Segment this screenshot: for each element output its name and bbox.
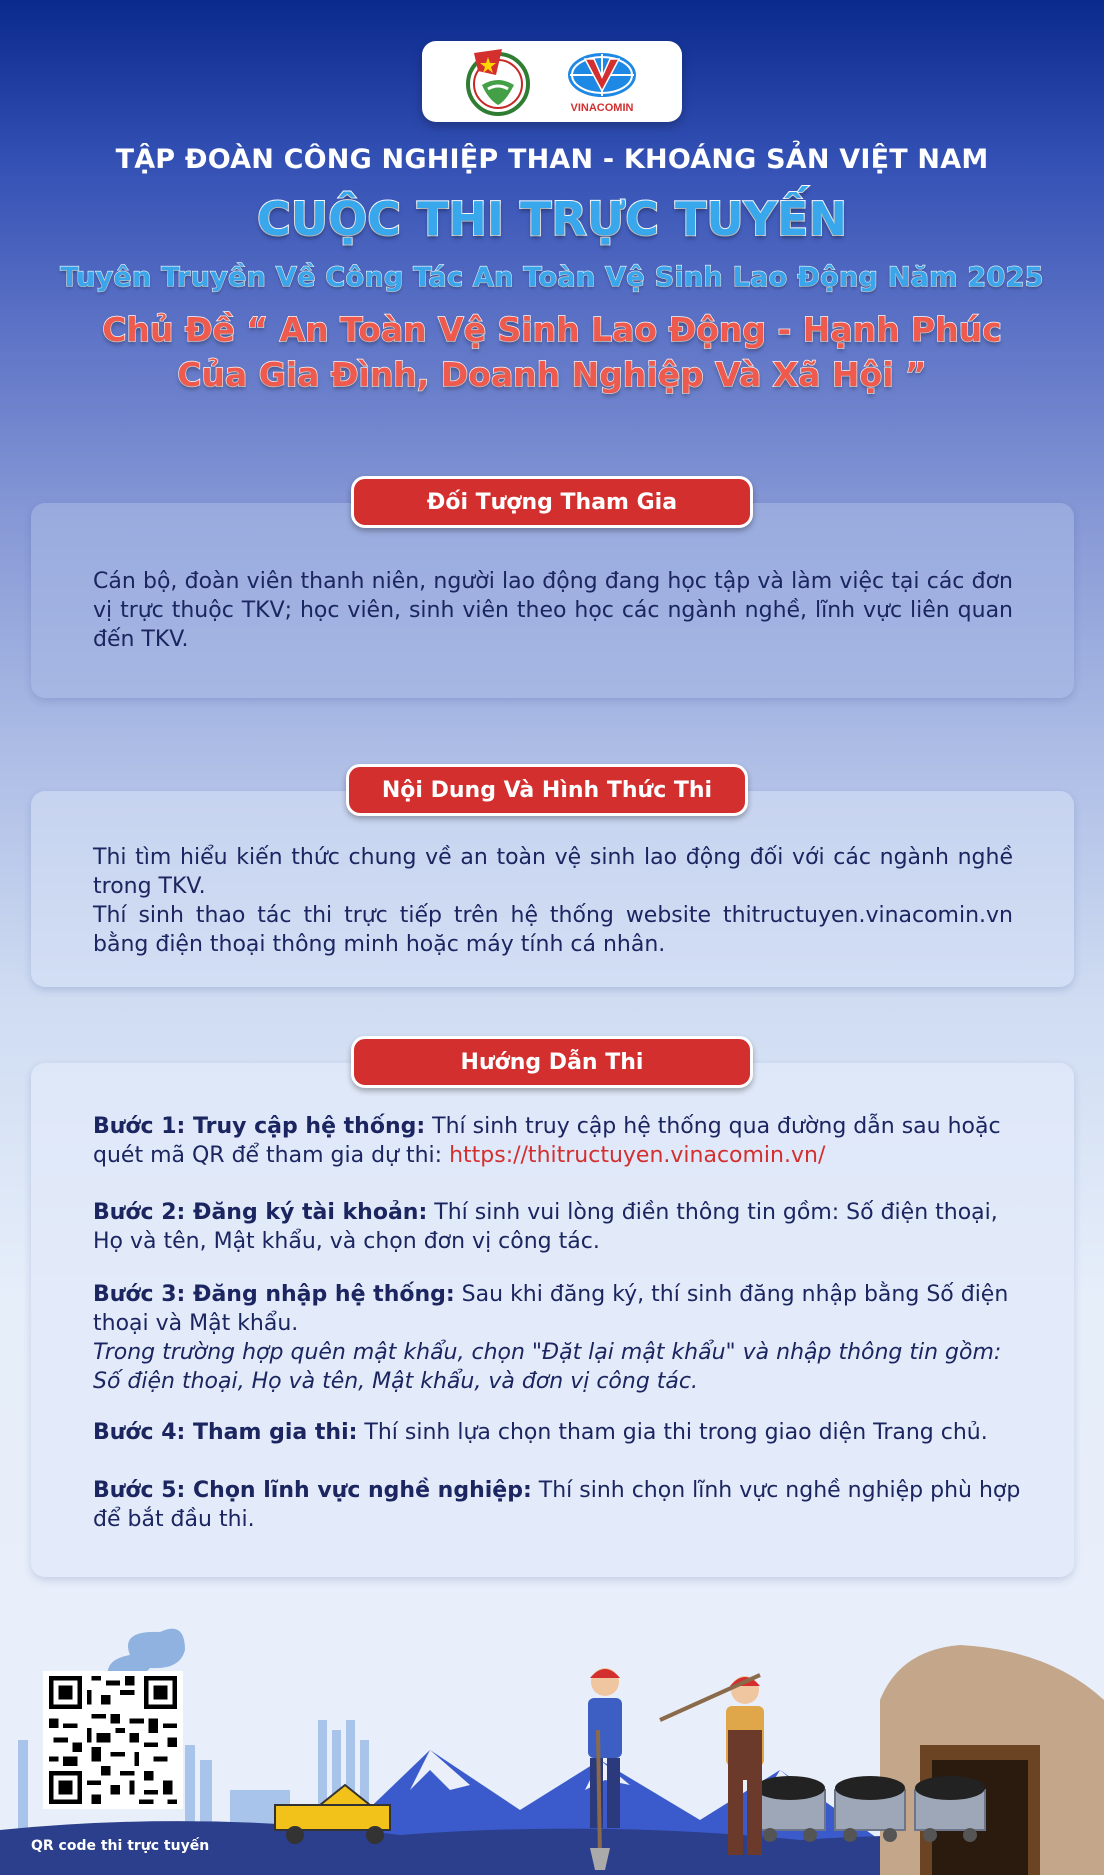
step-4-text: Thí sinh lựa chọn tham gia thi trong giao diện Trang chủ. [357, 1420, 988, 1445]
step-3-text: Sau khi đăng ký, thí sinh đăng nhập bằng Số điện thoại và Mật khẩu. [93, 1282, 1009, 1336]
step-1 [93, 1112, 1023, 1170]
step-3 [93, 1280, 1023, 1338]
step-3-label: Bước 3: Đăng nhập hệ thống: [93, 1282, 455, 1307]
org-title: TẬP ĐOÀN CÔNG NGHIỆP THAN - KHOÁNG SẢN VIỆT NAM [115, 144, 989, 175]
vinacomin-logo [568, 53, 636, 114]
step-1-label: Bước 1: Truy cập hệ thống: [93, 1114, 426, 1139]
qr-code[interactable] [43, 1671, 183, 1809]
content-text-1: Thi tìm hiểu kiến thức chung về an toàn vệ sinh lao động đối với các ngành nghề trong TKV. [93, 845, 1013, 899]
step-3-note: Trong trường hợp quên mật khẩu, chọn "Đặt lại mật khẩu" và nhập thông tin gồm: Số điện thoại, Họ và tên, Mật khẩu, và đơn vị công tác. [93, 1340, 1002, 1394]
guide-heading: Hướng Dẫn Thi [351, 1036, 753, 1088]
step-2-label: Bước 2: Đăng ký tài khoản: [93, 1200, 428, 1225]
participants-heading: Đối Tượng Tham Gia [351, 476, 753, 528]
step-5-label: Bước 5: Chọn lĩnh vực nghề nghiệp: [93, 1478, 532, 1503]
participants-text: Cán bộ, đoàn viên thanh niên, người lao động đang học tập và làm việc tại các đơn vị trực thuộc TKV; học viên, sinh viên theo học các ngành nghề, lĩnh vực liên quan đến TKV. [93, 569, 1013, 652]
contest-link[interactable]: https://thitructuyen.vinacomin.vn/ [449, 1143, 826, 1168]
logo-box [422, 41, 682, 122]
mine-entrance-icon [880, 1645, 1104, 1875]
logos-graphic [422, 41, 682, 122]
step-1-text: Thí sinh truy cập hệ thống qua đường dẫn sau hoặc quét mã QR để tham gia dự thi: [93, 1114, 1001, 1168]
content-heading: Nội Dung Và Hình Thức Thi [346, 764, 748, 816]
step-4 [93, 1418, 1023, 1447]
qr-label: QR code thi trực tuyến [31, 1838, 210, 1854]
step-5 [93, 1476, 1023, 1534]
step-2 [93, 1198, 1023, 1256]
step-5-text: Thí sinh chọn lĩnh vực nghề nghiệp phù hợp để bắt đầu thi. [93, 1478, 1021, 1532]
vinacomin-logo-text: VINACOMIN [570, 102, 634, 114]
step-4-label: Bước 4: Tham gia thi: [93, 1420, 358, 1445]
step-2-text: Thí sinh vui lòng điền thông tin gồm: Số điện thoại, Họ và tên, Mật khẩu, và chọn đơn vị công tác. [93, 1200, 998, 1254]
contest-subtitle: Tuyên Truyền Về Công Tác An Toàn Vệ Sinh Lao Động Năm 2025 [60, 262, 1044, 293]
theme-line-2: Của Gia Đình, Doanh Nghiệp Và Xã Hội ” [177, 355, 927, 394]
contest-title: CUỘC THI TRỰC TUYẾN [257, 192, 847, 246]
qr-code-icon [43, 1671, 183, 1809]
content-text-2: Thí sinh thao tác thi trực tiếp trên hệ thống website thitructuyen.vinacomin.vn bằng điện thoại thông minh hoặc máy tính cá nhân. [93, 903, 1013, 957]
youth-union-logo [468, 49, 528, 114]
theme-line-1: Chủ Đề “ An Toàn Vệ Sinh Lao Động - Hạnh Phúc [102, 310, 1002, 349]
